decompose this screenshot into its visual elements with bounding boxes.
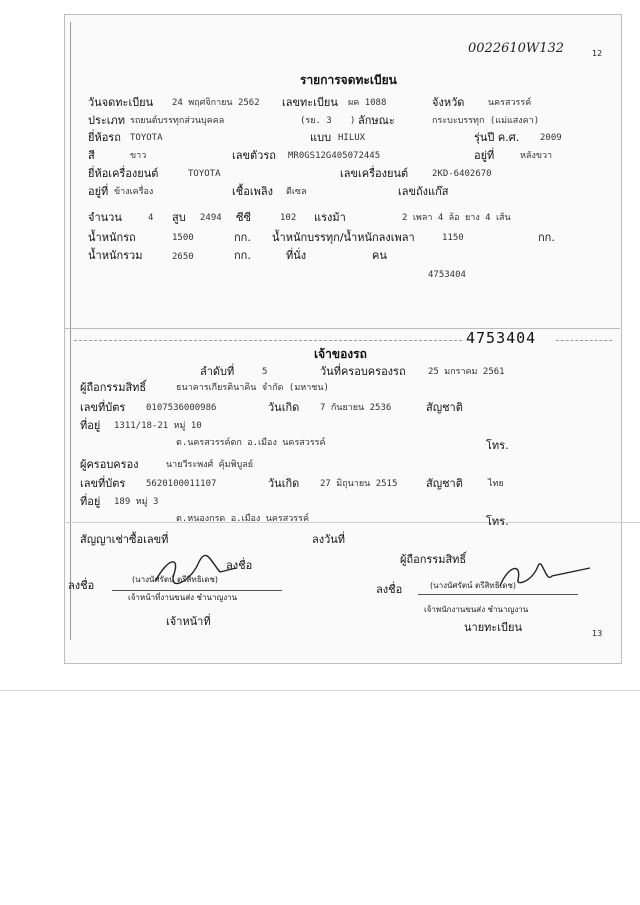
fuel-value: ดีเซล: [286, 187, 307, 197]
contract-date-label: ลงวันที่: [312, 533, 346, 546]
possessor-label: ผู้ครอบครอง: [80, 458, 139, 471]
style-label: ลักษณะ: [358, 114, 395, 127]
holder-phone-label: โทร.: [486, 439, 509, 452]
reg-date-label: วันจดทะเบียน: [88, 96, 154, 109]
possessor-id-label: เลขที่บัตร: [80, 477, 126, 490]
possessor-nationality-label: สัญชาติ: [426, 477, 463, 490]
gross-weight-value: 2650: [172, 252, 194, 262]
section-divider: [64, 328, 620, 329]
brand-label: ยี่ห้อรถ: [88, 131, 121, 144]
payload-label: น้ำหนักบรรทุก/น้ำหนักลงเพลา: [272, 231, 415, 244]
color-value: ขาว: [130, 151, 147, 161]
possessor-dob-label: วันเกิด: [268, 477, 300, 490]
holder-value: ธนาคารเกียรตินาคิน จำกัด (มหาชน): [176, 383, 329, 393]
holder-address-label: ที่อยู่: [80, 419, 101, 432]
gross-weight-unit: กก.: [234, 249, 251, 262]
plate-label: เลขทะเบียน: [282, 96, 338, 109]
registration-title: รายการจดทะเบียน: [300, 73, 397, 87]
count-label: จำนวน: [88, 211, 122, 224]
stamp-dash-right: [556, 340, 612, 341]
hp-value: 102: [280, 213, 297, 223]
possessor-address-line2: ต.หนองกรด อ.เมือง นครสวรรค์: [176, 514, 309, 524]
scan-edge-line: [0, 690, 640, 691]
possessor-dob-value: 27 มิถุนายน 2515: [320, 479, 398, 489]
holder-dob-label: วันเกิด: [268, 401, 300, 414]
type-code: (รย. 3: [300, 116, 332, 126]
seats-label: ที่นั่ง: [286, 249, 307, 262]
possessor-phone-label: โทร.: [486, 515, 509, 528]
possessor-nationality-value: ไทย: [488, 479, 504, 489]
model-value: HILUX: [338, 133, 366, 143]
holder-nationality-label: สัญชาติ: [426, 401, 463, 414]
holder-dob-value: 7 กันยายน 2536: [320, 403, 392, 413]
possession-date-value: 25 มกราคม 2561: [428, 367, 505, 377]
cc-value: 2494: [200, 213, 222, 223]
possessor-id-value: 5620100011107: [146, 479, 217, 489]
holder-id-label: เลขที่บัตร: [80, 401, 126, 414]
engine-location-value: ข้างเครื่อง: [114, 187, 154, 197]
owner-section-title: เจ้าของรถ: [314, 347, 367, 361]
chassis-label: เลขตัวรถ: [232, 149, 276, 162]
officer-sign-label2: ลงชื่อ: [68, 579, 95, 592]
possessor-value: นายวีระพงศ์ คุ้มพิบูลย์: [166, 460, 254, 470]
chassis-location-label: อยู่ที่: [474, 149, 495, 162]
type-label: ประเภท: [88, 114, 126, 127]
holder-address-line1: 1311/18-21 หมู่ 10: [114, 421, 202, 431]
contract-number-label: สัญญาเช่าซื้อเลขที่: [80, 533, 169, 546]
gas-tank-label: เลขถังแก๊ส: [398, 185, 449, 198]
gross-weight-label: น้ำหนักรวม: [88, 249, 143, 262]
type-value: รถยนต์บรรทุกส่วนบุคคล: [130, 116, 225, 126]
engine-no-label: เลขเครื่องยนต์: [340, 167, 409, 180]
registrar-title: นายทะเบียน: [464, 621, 523, 634]
engine-no-value: 2KD-6402670: [432, 169, 492, 179]
axles-value: 2 เพลา 4 ล้อ ยาง 4 เส้น: [402, 213, 511, 223]
officer-printed-name: (นางนัศรัตน์ ตรีสิทธิเดช): [132, 575, 219, 584]
scan-fold-line: [64, 522, 640, 523]
type-code-close: ): [350, 116, 356, 126]
officer-title: เจ้าหน้าที่: [166, 615, 211, 628]
sequence-value: 5: [262, 367, 268, 377]
model-year-value: 2009: [540, 133, 562, 143]
engine-brand-label: ยี่ห้อเครื่องยนต์: [88, 167, 159, 180]
registrar-printed-name: (นางนัศรัตน์ ตรีสิทธิเดช): [430, 581, 517, 590]
holder-address-line2: ต.นครสวรรค์ตก อ.เมือง นครสวรรค์: [176, 438, 326, 448]
chassis-value: MR0GS12G405072445: [288, 151, 381, 161]
province-label: จังหวัด: [432, 96, 465, 109]
officer-sign-label: ลงชื่อ: [226, 559, 253, 572]
brand-value: TOYOTA: [130, 133, 163, 143]
engine-brand-value: TOYOTA: [188, 169, 221, 179]
chassis-location-value: หลังขวา: [520, 151, 553, 161]
holder-id-value: 0107536000986: [146, 403, 217, 413]
registration-ref-number: 4753404: [428, 270, 466, 280]
province-value: นครสวรรค์: [488, 98, 532, 108]
holder-label: ผู้ถือกรรมสิทธิ์: [80, 381, 147, 394]
cylinder-label: สูบ: [172, 211, 186, 224]
handwritten-reference: 0022610W132: [468, 41, 565, 56]
officer-sign-line: [112, 590, 282, 591]
seats-unit: คน: [372, 249, 387, 262]
card-left-rule: [70, 22, 71, 640]
weight-unit: กก.: [234, 231, 251, 244]
officer-position: เจ้าหน้าที่งานขนส่ง ชำนาญงาน: [128, 593, 238, 602]
stamp-number: 4753404: [466, 329, 537, 347]
fuel-label: เชื้อเพลิง: [232, 185, 273, 198]
possessor-address-line1: 189 หมู่ 3: [114, 497, 159, 507]
possession-date-label: วันที่ครอบครองรถ: [320, 365, 406, 378]
registrar-position: เจ้าพนักงานขนส่ง ชำนาญงาน: [424, 605, 529, 614]
registrar-sign-label: ลงชื่อ: [376, 583, 403, 596]
model-label: แบบ: [310, 131, 332, 144]
hp-label: แรงม้า: [314, 211, 346, 224]
payload-value: 1150: [442, 233, 464, 243]
cylinder-count: 4: [148, 213, 154, 223]
page-number-bottom: 13: [592, 629, 603, 638]
style-value: กระบะบรรทุก (แม่แสงคา): [432, 116, 540, 126]
reg-date-value: 24 พฤศจิกายน 2562: [172, 98, 260, 108]
plate-value: ผค 1088: [348, 98, 387, 108]
color-label: สี: [88, 149, 95, 162]
stamp-dash-left: [74, 340, 462, 341]
holder-sign-title: ผู้ถือกรรมสิทธิ์: [400, 553, 467, 566]
possessor-address-label: ที่อยู่: [80, 495, 101, 508]
model-year-label: รุ่นปี ค.ศ.: [474, 131, 520, 144]
registrar-sign-line: [418, 594, 578, 595]
payload-unit: กก.: [538, 231, 555, 244]
weight-label: น้ำหนักรถ: [88, 231, 136, 244]
sequence-label: ลำดับที่: [200, 365, 235, 378]
page-number-top: 12: [592, 49, 603, 58]
cc-label: ซีซี: [236, 211, 251, 224]
engine-location-label: อยู่ที่: [88, 185, 109, 198]
weight-value: 1500: [172, 233, 194, 243]
